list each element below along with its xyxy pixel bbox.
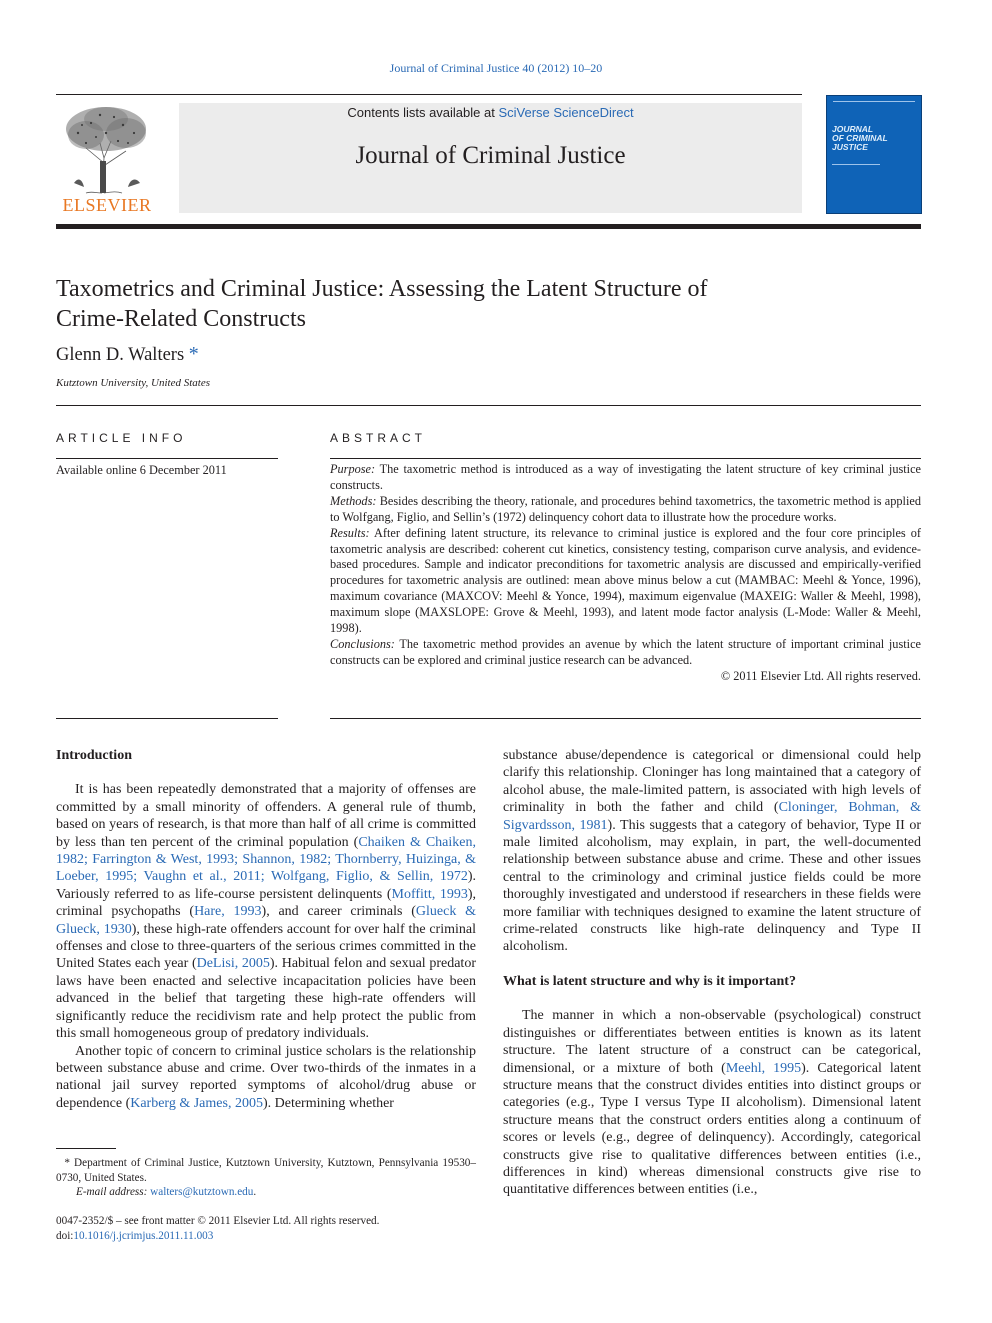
citation-link[interactable]: Karberg & James, 2005 [130,1095,263,1111]
cover-top-line [833,101,915,102]
header-top-rule [56,94,802,95]
abstract-copyright: © 2011 Elsevier Ltd. All rights reserved. [720,668,921,683]
article-title-line: Crime-Related Constructs [56,306,306,332]
body-text: ), criminal psychopaths ( [56,886,476,920]
abstract-label: Methods: [330,493,377,508]
abstract-purpose [330,462,921,494]
section-spacer [503,956,921,973]
section-spacer [503,990,921,1007]
abstract-results [330,526,921,637]
cover-title [832,125,916,152]
journal-title: Journal of Criminal Justice [355,142,626,169]
abstract-sentence: The taxometric method provides an avenue by which the latent structure of important criminal justice constructs can be explored and criminal justice research can be advanced. [330,636,921,667]
corresponding-author-mark[interactable]: * [188,343,199,365]
article-title [56,274,816,334]
abstract-heading: ABSTRACT [330,431,427,445]
section-spacer [56,764,476,781]
journal-cover-thumbnail[interactable] [826,95,922,214]
body-text: ), and career criminals ( [261,904,416,920]
sciencedirect-link[interactable]: SciVerse ScienceDirect [498,105,634,120]
journal-citation[interactable]: Journal of Criminal Justice 40 (2012) 10–20 [389,61,603,75]
footnote-text: Department of Criminal Justice, Kutztown University, Kutztown, Pennsylvania 19530–0730, United States. [56,1157,476,1184]
elsevier-logo-text: ELSEVIER [62,195,152,215]
email-label: E-mail address: [76,1186,148,1198]
body-right-column [503,747,921,1199]
body-text: ), these high-rate offenders account for over half the criminal offenses and close to three-quarters of the serious crimes committed in the United States each year ( [56,921,476,972]
email-link[interactable]: walters@kutztown.edu [150,1186,254,1198]
article-info-heading: ARTICLE INFO [56,431,187,445]
cover-subline [832,164,880,165]
contents-line [179,105,802,120]
abstract-sentence: Besides describing the theory, rationale, and procedures behind taxometrics, the taxometric method is applied to Wolfgang, Figlio, and Sellin’s (1972) delinquency cohort data to illustrate how the procedure works. [330,493,921,524]
email-end: . [253,1186,257,1198]
citation-link[interactable]: Glueck & Glueck, 1930 [56,904,476,937]
cover-title-line: OF CRIMINAL [832,133,888,143]
tree-logo-icon [56,103,156,195]
doi-link[interactable]: 10.1016/j.jcrimjus.2011.11.003 [73,1229,214,1242]
available-online: Available online 6 December 2011 [56,463,227,477]
doi-label: doi: [56,1229,74,1242]
abstract-conclusions [330,637,921,669]
section-title-latent-structure: What is latent structure and why is it important? [503,973,796,989]
citation-link[interactable]: Moffitt, 1993 [391,886,468,902]
article-title-line: Taxometrics and Criminal Justice: Assessing the Latent Structure of [56,276,708,302]
issn-line: 0047-2352/$ – see front matter © 2011 Elsevier Ltd. All rights reserved. [56,1215,380,1227]
title-divider [56,405,921,406]
citation-link[interactable]: Chaiken & Chaiken, 1982; Farrington & West, 1993; Shannon, 1982; Thornberry, Huizinga, & Loeber, 1995; Vaughn et al., 2011; Wolfgang, Figlio, & Sellin, 1972 [56,834,477,885]
author-affiliation: Kutztown University, United States [56,377,210,389]
author-name-text: Glenn D. Walters [56,345,185,365]
abstract-sentence: The taxometric method is introduced as a way of investigating the latent structure of key criminal justice constructs. [330,462,921,492]
footnote [56,1156,476,1200]
citation-link[interactable]: Meehl, 1995 [725,1060,802,1076]
doi-line [56,1229,476,1244]
body-left-column [56,747,476,1112]
body-text: ). This suggests that a category of behavior, Type II or male limited alcoholism, may explain, in part, the well-documented relationship between substance abuse and crime. These and other issues central to the criminology and criminal justice fields could be more thoroughly investigated and understood if researchers in these fields were more familiar with techniques designed to examine the latent structure of crime-related constructs like high-rate delinquency and Type II alcoholism. [503,817,922,955]
contents-prefix: Contents lists available at [347,105,499,120]
footnote-mark: * [64,1157,70,1169]
cover-title-line: JOURNAL [832,124,874,134]
body-text: ). Categorical latent structure means that the construct divides entities into distinct groups or categories (e.g., Type I versus Type II alcoholism). Dimensional latent structure means that the construct orders entities along a continuum of scores or levels (e.g., degree of delinquency). Accordingly, categorical constructs give rise to qualitative differences between entities (i.e., differences in kind) whereas dimensional constructs give rise to quantitative differences between entities (i.e., [503,1060,921,1198]
article-info-bottom-rule [56,718,278,719]
footnote-affiliation [56,1156,476,1185]
abstract-rule [330,458,921,459]
article-info-rule [56,458,278,459]
latent-structure-paragraph-1 [503,1007,921,1198]
header-thick-rule [56,224,921,229]
footnote-email [56,1185,476,1200]
section-title-introduction: Introduction [56,748,132,763]
citation-link[interactable]: DeLisi, 2005 [196,956,270,972]
abstract-label: Conclusions: [330,636,395,651]
abstract-bottom-rule [330,718,921,719]
front-matter [56,1214,476,1243]
citation-link[interactable]: Hare, 1993 [194,904,262,920]
author-name [56,343,199,366]
abstract-methods [330,494,921,526]
body-text: Another topic of concern to criminal justice scholars is the relationship between substance abuse and crime. Over two-thirds of the inmates in a national jail survey reported symptoms of alcohol/drug abuse or dependence ( [56,1043,476,1111]
abstract-label: Purpose: [330,462,376,476]
abstract-label: Results: [330,525,370,540]
intro-paragraph-2-continued [503,747,921,956]
body-text: It is has been repeatedly demonstrated that a majority of offenses are committed by a small minority of offenders. A general rule of thumb, based on years of research, is that more than half of all crime is committed by less than ten percent of the criminal population ( [56,782,476,850]
abstract-sentence: After defining latent structure, its relevance to criminal justice is explored and the four core principles of taxometric analysis are described: coherent cut kinetics, consistency testing, comparison curve analysis, and evidence-based procedures. Sample and indicator preconditions for taxometric analysis are discussed and empirically-verified procedures for taxometric analysis are outlined: mean above minus below a cut (MAMBAC: Meehl & Yonce, 1996), maximum covariance (MAXCOV: Meehl & Yonce, 1994), maximum eigenvalue (MAXEIG: Waller & Meehl, 1998), maximum slope (MAXSLOPE: Grove & Meehl, 1993), and latent mode factor analysis (L-Mode: Waller & Meehl, 1998). [330,525,921,636]
cover-title-line: JUSTICE [832,142,868,152]
footnote-rule [56,1148,116,1149]
body-text: ). Habitual felon and sexual predator laws have been enacted and selective incapacitation policies have been advanced in the belief that targeting these high-rate offenders will significantly reduce the recidivism rate and help protect the public from this small homogeneous group of predatory individuals. [56,956,476,1042]
citation-link[interactable]: Cloninger, Bohman, & Sigvardsson, 1981 [503,800,922,833]
body-text: ). Determining whether [262,1095,394,1111]
abstract-text [330,462,921,685]
body-text: substance abuse/dependence is categorical or dimensional could help clarify this relationship. Cloninger has long maintained that a category of alcohol abuse, the male-limited pattern, is associated with high levels of criminality in both the father and child ( [503,748,921,816]
body-text: ). Variously referred to as life-course persistent delinquents ( [56,869,476,902]
body-text: The manner in which a non-observable (psychological) construct distinguishes or differentiates between entities is known as its latent structure. The latent structure of a construct can be categorical, dimensional, or a mixture of both ( [503,1008,921,1076]
intro-paragraph-2 [56,1043,476,1113]
intro-paragraph-1 [56,781,476,1042]
